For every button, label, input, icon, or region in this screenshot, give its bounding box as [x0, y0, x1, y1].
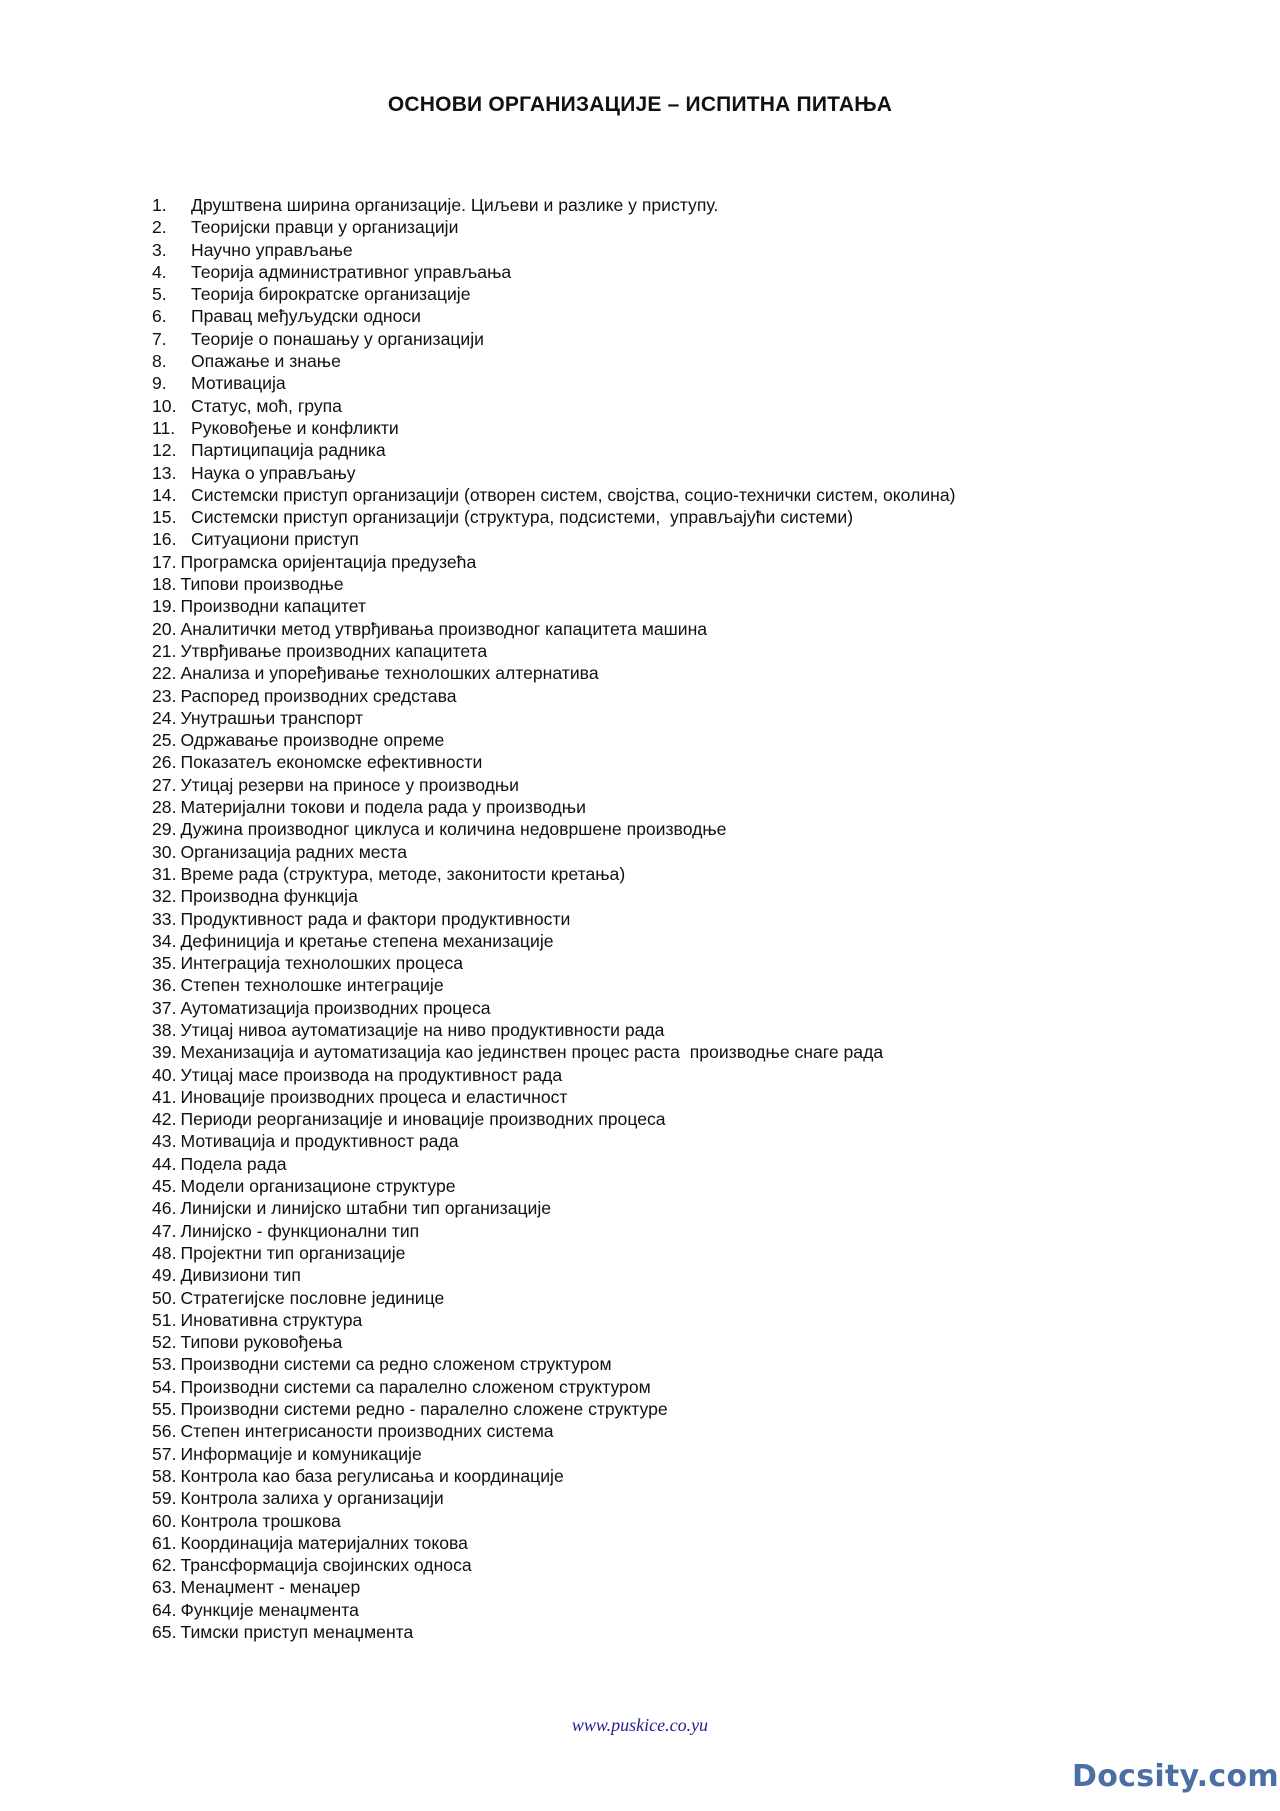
question-number: 52.	[152, 1332, 177, 1353]
question-item	[152, 1264, 956, 1286]
question-number: 30.	[152, 841, 177, 862]
question-item	[152, 261, 956, 283]
question-text: Линијски и линијско штабни тип организације	[180, 1198, 552, 1219]
question-text: Дивизиони тип	[180, 1265, 301, 1286]
question-number: 16.	[152, 529, 177, 550]
question-number: 63.	[152, 1577, 177, 1598]
question-item	[152, 350, 956, 372]
question-text: Пројектни тип организације	[180, 1242, 406, 1263]
question-number: 37.	[152, 997, 177, 1018]
question-text: Утврђивање производних капацитета	[180, 640, 488, 661]
question-item	[152, 1287, 956, 1309]
question-item	[152, 1019, 956, 1041]
question-item	[152, 1487, 956, 1509]
question-number: 62.	[152, 1555, 177, 1576]
question-number: 55.	[152, 1399, 177, 1420]
question-number: 14.	[152, 484, 177, 505]
question-text: Дужина производног циклуса и количина недовршене производње	[180, 819, 727, 840]
question-number: 33.	[152, 908, 177, 929]
question-text: Интеграција технолошких процеса	[180, 953, 464, 974]
question-text: Производни системи са паралелно сложеном структуром	[180, 1376, 651, 1397]
question-number: 31.	[152, 863, 177, 884]
question-item	[152, 707, 956, 729]
question-number: 64.	[152, 1599, 177, 1620]
question-text: Контрола као база регулисања и координације	[180, 1465, 564, 1486]
question-item	[152, 1309, 956, 1331]
question-text: Модели организационе структуре	[180, 1176, 456, 1197]
question-item	[152, 729, 956, 751]
question-item	[152, 395, 956, 417]
question-item	[152, 283, 956, 305]
question-text: Производна функција	[180, 886, 358, 907]
question-number: 60.	[152, 1510, 177, 1531]
question-item	[152, 1041, 956, 1063]
question-item	[152, 462, 956, 484]
question-text: Партиципација радника	[191, 440, 386, 461]
question-text: Утицај резерви на приносе у производњи	[180, 774, 519, 795]
question-item	[152, 1420, 956, 1442]
question-item	[152, 1197, 956, 1219]
question-text: Распоред производних средстава	[180, 685, 457, 706]
question-text: Унутрашњи транспорт	[180, 707, 364, 728]
question-text: Тимски приступ менаџмента	[180, 1622, 414, 1642]
question-text: Линијско - функционални тип	[180, 1220, 420, 1241]
question-item	[152, 930, 956, 952]
question-number: 27.	[152, 774, 177, 795]
question-item	[152, 974, 956, 996]
question-text: Теоријски правци у организацији	[191, 217, 459, 238]
question-item	[152, 1130, 956, 1152]
question-number: 39.	[152, 1042, 177, 1063]
question-number: 50.	[152, 1287, 177, 1308]
question-text: Анализа и упоређивање технолошких алтернатива	[180, 663, 599, 684]
question-item	[152, 595, 956, 617]
question-number: 58.	[152, 1465, 177, 1486]
question-number: 7.	[152, 328, 167, 349]
question-number: 44.	[152, 1153, 177, 1174]
question-item	[152, 551, 956, 573]
question-number: 49.	[152, 1265, 177, 1286]
question-number: 34.	[152, 930, 177, 951]
question-number: 12.	[152, 440, 177, 461]
question-text: Стратегијске пословне јединице	[180, 1287, 445, 1308]
question-item	[152, 1353, 956, 1375]
question-item	[152, 1599, 956, 1621]
question-item	[152, 328, 956, 350]
question-number: 15.	[152, 507, 177, 528]
question-text: Функције менаџмента	[180, 1599, 359, 1620]
page-title: ОСНОВИ ОРГАНИЗАЦИЈЕ – ИСПИТНА ПИТАЊА	[387, 93, 893, 116]
question-item	[152, 685, 956, 707]
question-item	[152, 506, 956, 528]
question-item	[152, 885, 956, 907]
question-text: Правац међуљудски односи	[191, 306, 421, 327]
question-text: Утицај нивоа аутоматизације на ниво продуктивности рада	[180, 1019, 665, 1040]
question-item	[152, 751, 956, 773]
question-number: 53.	[152, 1354, 177, 1375]
question-item	[152, 1510, 956, 1532]
question-number: 23.	[152, 685, 177, 706]
question-text: Трансформација својинских односа	[180, 1555, 472, 1576]
question-item	[152, 1064, 956, 1086]
question-text: Контрола трошкова	[180, 1510, 341, 1531]
question-text: Менаџмент - менаџер	[180, 1577, 361, 1598]
question-number: 36.	[152, 975, 177, 996]
question-number: 61.	[152, 1532, 177, 1553]
question-number: 21.	[152, 640, 177, 661]
question-text: Типови производње	[180, 574, 344, 595]
question-item	[152, 997, 956, 1019]
question-number: 41.	[152, 1086, 177, 1107]
question-number: 11.	[152, 417, 176, 438]
questions-list	[152, 194, 956, 1643]
question-item	[152, 863, 956, 885]
question-number: 10.	[152, 395, 177, 416]
question-number: 4.	[152, 261, 167, 282]
question-text: Дефиниција и кретање степена механизације	[180, 930, 554, 951]
question-item	[152, 618, 956, 640]
question-item	[152, 1621, 956, 1643]
question-item	[152, 484, 956, 506]
question-item	[152, 1398, 956, 1420]
question-item	[152, 1153, 956, 1175]
question-item	[152, 662, 956, 684]
question-number: 29.	[152, 819, 177, 840]
docsity-watermark: Docsity.com	[1072, 1759, 1279, 1794]
question-number: 9.	[152, 373, 167, 394]
question-number: 35.	[152, 953, 177, 974]
question-number: 24.	[152, 707, 177, 728]
question-text: Мотивација	[191, 373, 286, 394]
question-text: Типови руковођења	[180, 1332, 343, 1353]
question-item	[152, 796, 956, 818]
question-number: 59.	[152, 1488, 177, 1509]
question-text: Аналитички метод утврђивања производног капацитета машина	[180, 618, 708, 639]
question-number: 1.	[152, 195, 167, 215]
question-text: Координација материјалних токова	[180, 1532, 468, 1553]
question-text: Показатељ економске ефективности	[180, 752, 483, 773]
question-number: 17.	[152, 551, 177, 572]
question-number: 65.	[152, 1622, 177, 1642]
question-text: Утицај масе производа на продуктивност рада	[180, 1064, 563, 1085]
question-text: Аутоматизација производних процеса	[180, 997, 491, 1018]
question-item	[152, 952, 956, 974]
question-text: Опажање и знање	[191, 351, 341, 372]
question-text: Продуктивност рада и фактори продуктивности	[180, 908, 571, 929]
question-item	[152, 1086, 956, 1108]
question-text: Производни капацитет	[180, 596, 367, 617]
question-item	[152, 1108, 956, 1130]
question-item	[152, 1220, 956, 1242]
question-item	[152, 573, 956, 595]
question-text: Информације и комуникације	[180, 1443, 422, 1464]
footer-link[interactable]: www.puskice.co.yu	[571, 1715, 709, 1735]
question-text: Контрола залиха у организацији	[180, 1488, 444, 1509]
question-item	[152, 1465, 956, 1487]
question-number: 51.	[152, 1309, 177, 1330]
question-number: 56.	[152, 1421, 177, 1442]
question-item	[152, 216, 956, 238]
question-number: 28.	[152, 797, 177, 818]
question-text: Системски приступ организацији (отворен систем, својства, социо-технички систем, околина)	[191, 484, 956, 505]
question-text: Руковођење и конфликти	[191, 417, 399, 438]
question-item	[152, 908, 956, 930]
question-item	[152, 1443, 956, 1465]
question-text: Теорија бирократске организације	[191, 284, 471, 305]
question-number: 19.	[152, 596, 177, 617]
question-number: 22.	[152, 663, 177, 684]
question-number: 18.	[152, 574, 177, 595]
question-text: Механизација и аутоматизација као јединствен процес раста производње снаге рада	[180, 1042, 884, 1063]
question-text: Статус, моћ, група	[191, 395, 342, 416]
question-text: Наука о управљању	[191, 462, 356, 483]
question-item	[152, 417, 956, 439]
question-text: Периоди реорганизације и иновације производних процеса	[180, 1109, 666, 1130]
question-text: Организација радних места	[180, 841, 408, 862]
question-text: Теорија административног управљања	[191, 261, 512, 282]
question-item	[152, 640, 956, 662]
question-item	[152, 1242, 956, 1264]
question-text: Теорије о понашању у организацији	[191, 328, 484, 349]
question-number: 48.	[152, 1242, 177, 1263]
question-item	[152, 1175, 956, 1197]
question-number: 6.	[152, 306, 167, 327]
question-text: Мотивација и продуктивност рада	[180, 1131, 459, 1152]
question-number: 46.	[152, 1198, 177, 1219]
question-number: 32.	[152, 886, 177, 907]
question-number: 40.	[152, 1064, 177, 1085]
question-number: 47.	[152, 1220, 177, 1241]
question-number: 26.	[152, 752, 177, 773]
question-item	[152, 239, 956, 261]
question-item	[152, 305, 956, 327]
question-number: 43.	[152, 1131, 177, 1152]
question-text: Степен интегрисаности производних система	[180, 1421, 554, 1442]
question-item	[152, 1532, 956, 1554]
question-number: 20.	[152, 618, 177, 639]
question-item	[152, 1554, 956, 1576]
question-number: 8.	[152, 351, 167, 372]
question-number: 57.	[152, 1443, 177, 1464]
question-item	[152, 528, 956, 550]
question-text: Степен технолошке интеграције	[180, 975, 444, 996]
question-text: Научно управљање	[191, 239, 353, 260]
question-number: 42.	[152, 1109, 177, 1130]
question-item	[152, 841, 956, 863]
question-number: 2.	[152, 217, 167, 238]
question-text: Иновативна структура	[180, 1309, 363, 1330]
question-text: Производни системи са редно сложеном структуром	[180, 1354, 612, 1375]
question-item	[152, 194, 956, 216]
question-number: 5.	[152, 284, 167, 305]
question-number: 54.	[152, 1376, 177, 1397]
question-item	[152, 1376, 956, 1398]
question-text: Програмска оријентација предузећа	[180, 551, 477, 572]
question-text: Системски приступ организацији (структура, подсистеми, управљајући системи)	[191, 507, 854, 528]
question-number: 13.	[152, 462, 177, 483]
question-number: 45.	[152, 1176, 177, 1197]
question-text: Материјални токови и подела рада у производњи	[180, 797, 586, 818]
question-text: Подела рада	[180, 1153, 287, 1174]
question-number: 3.	[152, 239, 167, 260]
question-text: Производни системи редно - паралелно сложене структуре	[180, 1399, 668, 1420]
question-text: Друштвена ширина организације. Циљеви и разлике у приступу.	[191, 195, 719, 215]
question-item	[152, 818, 956, 840]
question-item	[152, 1576, 956, 1598]
question-number: 38.	[152, 1019, 177, 1040]
question-item	[152, 439, 956, 461]
question-text: Ситуациони приступ	[191, 529, 359, 550]
question-text: Иновације производних процеса и еластичност	[180, 1086, 568, 1107]
question-item	[152, 372, 956, 394]
question-item	[152, 774, 956, 796]
question-text: Време рада (структура, методе, законитости кретања)	[180, 863, 626, 884]
question-text: Одржавање производне опреме	[180, 730, 445, 751]
question-number: 25.	[152, 730, 177, 751]
question-item	[152, 1331, 956, 1353]
